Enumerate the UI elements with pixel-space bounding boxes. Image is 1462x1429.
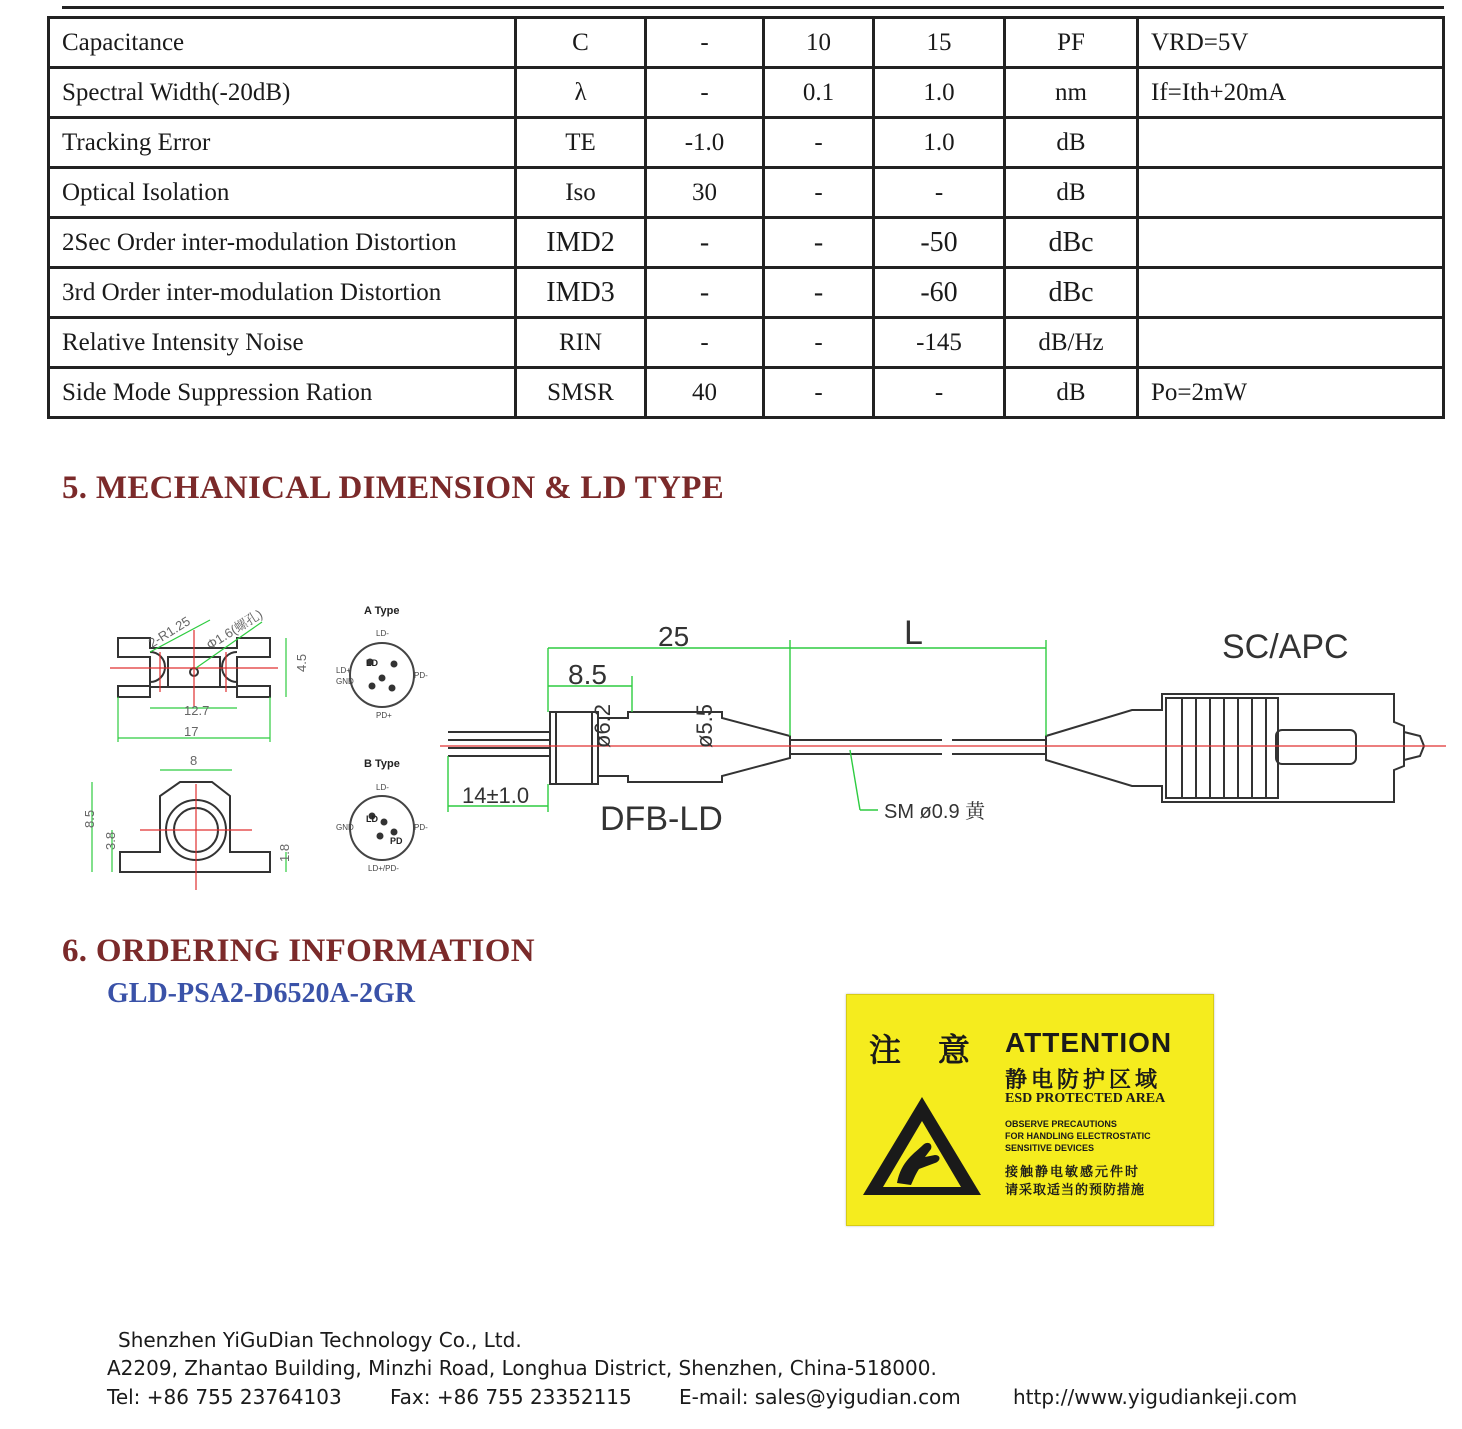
cell-typ: 10: [764, 18, 874, 68]
cell-param: 2Sec Order inter-modulation Distortion: [49, 218, 516, 268]
cell-param: Relative Intensity Noise: [49, 318, 516, 368]
mechanical-drawing: [0, 560, 1462, 905]
esd-cn-line-2: 请采取适当的预防措施: [1005, 1182, 1146, 1197]
footer-fax: Fax: +86 755 23352115: [390, 1385, 632, 1409]
cell-typ: -: [764, 118, 874, 168]
table-row: [49, 68, 1444, 118]
b-type-circle: [350, 796, 414, 860]
esd-observe-2: FOR HANDLING ELECTROSTATIC: [1005, 1131, 1151, 1141]
table-row: [49, 218, 1444, 268]
cell-unit: nm: [1005, 68, 1138, 118]
cell-condition: [1138, 218, 1444, 268]
section-5-title: 5. MECHANICAL DIMENSION & LD TYPE: [62, 470, 725, 506]
dim-25: 25: [658, 621, 690, 652]
b-type-pin-3: PD-: [414, 823, 428, 832]
cell-max: -145: [874, 318, 1005, 368]
cell-min: -: [646, 18, 764, 68]
footer-tel: Tel: +86 755 23764103: [107, 1385, 342, 1409]
cell-condition: [1138, 118, 1444, 168]
a-type-pin-1: LD-: [376, 629, 389, 638]
a-type-center-label: LD: [366, 658, 378, 668]
cell-typ: -: [764, 168, 874, 218]
dim-8-5: 8.5: [568, 659, 607, 690]
cell-max: -50: [874, 218, 1005, 268]
dim-diameter-6-2: ø6.2: [590, 703, 615, 748]
cell-symbol: RIN: [516, 318, 646, 368]
cell-min: -: [646, 318, 764, 368]
cell-max: -60: [874, 268, 1005, 318]
base-dim-8: 8: [190, 753, 198, 768]
cell-unit: PF: [1005, 18, 1138, 68]
esd-en-area: ESD PROTECTED AREA: [1005, 1091, 1166, 1106]
esd-observe-3: SENSITIVE DEVICES: [1005, 1143, 1095, 1153]
flange-dim-radius: 2-R1.25: [145, 613, 193, 651]
section-6-title: 6. ORDERING INFORMATION: [62, 933, 535, 969]
footer-email[interactable]: E-mail: sales@yigudian.com: [679, 1385, 961, 1409]
footer-address: A2209, Zhantao Building, Minzhi Road, Longhua District, Shenzhen, China-518000.: [107, 1356, 937, 1380]
cell-min: -1.0: [646, 118, 764, 168]
dim-diameter-5-5: ø5.5: [692, 703, 717, 748]
a-type-pin-3: GND: [336, 677, 354, 686]
flange-drawing: [110, 630, 278, 706]
cell-condition: [1138, 318, 1444, 368]
top-rule: [62, 6, 1444, 9]
cell-param: Tracking Error: [49, 118, 516, 168]
cell-max: 1.0: [874, 68, 1005, 118]
cell-symbol: SMSR: [516, 368, 646, 418]
cell-param: Capacitance: [49, 18, 516, 68]
cell-min: -: [646, 268, 764, 318]
a-type-title: A Type: [364, 605, 400, 617]
cell-param: Spectral Width(-20dB): [49, 68, 516, 118]
cell-condition: If=Ith+20mA: [1138, 68, 1444, 118]
cell-unit: dB: [1005, 168, 1138, 218]
b-type-pin-4: LD+/PD-: [368, 864, 399, 873]
cell-unit: dBc: [1005, 268, 1138, 318]
table-row: [49, 268, 1444, 318]
cell-max: -: [874, 168, 1005, 218]
base-dim-3-8: 3.8: [103, 831, 118, 850]
cell-param: Optical Isolation: [49, 168, 516, 218]
b-type-pin-2: GND: [336, 823, 354, 832]
footer-company: Shenzhen YiGuDian Technology Co., Ltd.: [118, 1328, 522, 1352]
cell-min: -: [646, 68, 764, 118]
esd-warning-label: [846, 994, 1214, 1226]
part-number: GLD-PSA2-D6520A-2GR: [107, 978, 415, 1009]
esd-cn-area: 静电防护区域: [1005, 1067, 1162, 1092]
esd-cn-attention: 注 意: [869, 1032, 984, 1068]
cell-min: 40: [646, 368, 764, 418]
b-type-center-label-2: PD: [390, 836, 403, 846]
esd-cn-line-1: 接触静电敏感元件时: [1005, 1164, 1141, 1179]
base-drawing: [120, 782, 270, 890]
cell-condition: VRD=5V: [1138, 18, 1444, 68]
dim-L: L: [904, 614, 923, 652]
esd-en-attention: ATTENTION: [1005, 1027, 1173, 1058]
flange-dim-12-7: 12.7: [184, 703, 210, 718]
device-label: DFB-LD: [600, 800, 723, 838]
cell-typ: -: [764, 318, 874, 368]
a-type-pin-5: PD+: [376, 711, 392, 720]
cell-max: 1.0: [874, 118, 1005, 168]
b-type-center-label: LD: [366, 814, 378, 824]
cell-param: 3rd Order inter-modulation Distortion: [49, 268, 516, 318]
table-row: [49, 168, 1444, 218]
cell-typ: -: [764, 218, 874, 268]
flange-dim-hole: Φ1.6(螺孔): [203, 606, 266, 653]
cell-max: -: [874, 368, 1005, 418]
cell-unit: dB: [1005, 368, 1138, 418]
cell-symbol: IMD3: [516, 268, 646, 318]
module-dimensions: [448, 640, 1046, 812]
cell-unit: dBc: [1005, 218, 1138, 268]
cell-symbol: λ: [516, 68, 646, 118]
cell-max: 15: [874, 18, 1005, 68]
cell-unit: dB/Hz: [1005, 318, 1138, 368]
dim-14: 14±1.0: [462, 783, 530, 808]
connector-label: SC/APC: [1222, 628, 1349, 666]
cell-min: 30: [646, 168, 764, 218]
cell-symbol: Iso: [516, 168, 646, 218]
fiber-label: SM ø0.9 黄: [884, 801, 986, 823]
table-row: [49, 18, 1444, 68]
table-row: [49, 318, 1444, 368]
cell-min: -: [646, 218, 764, 268]
cell-typ: -: [764, 268, 874, 318]
cell-unit: dB: [1005, 118, 1138, 168]
cell-condition: Po=2mW: [1138, 368, 1444, 418]
cell-symbol: C: [516, 18, 646, 68]
b-type-title: B Type: [364, 758, 400, 770]
a-type-pin-4: PD-: [414, 671, 428, 680]
b-type-pin-1: LD-: [376, 783, 389, 792]
esd-warning-icon: [857, 1091, 987, 1201]
base-dim-8-5: 8.5: [82, 809, 97, 828]
cell-param: Side Mode Suppression Ration: [49, 368, 516, 418]
flange-dim-4-5: 4.5: [294, 653, 309, 672]
spec-table-body: [49, 18, 1444, 418]
base-dimensions: [92, 770, 286, 872]
footer-website[interactable]: http://www.yigudiankeji.com: [1013, 1385, 1298, 1409]
cell-symbol: IMD2: [516, 218, 646, 268]
cell-condition: [1138, 268, 1444, 318]
cell-typ: -: [764, 368, 874, 418]
table-row: [49, 118, 1444, 168]
flange-dim-17: 17: [184, 724, 199, 739]
spec-table: [47, 16, 1445, 419]
cell-condition: [1138, 168, 1444, 218]
cell-typ: 0.1: [764, 68, 874, 118]
esd-observe-1: OBSERVE PRECAUTIONS: [1005, 1119, 1117, 1129]
table-row: [49, 368, 1444, 418]
a-type-pin-2: LD+: [336, 666, 351, 675]
cell-symbol: TE: [516, 118, 646, 168]
base-dim-1-8: 1.8: [277, 843, 292, 862]
